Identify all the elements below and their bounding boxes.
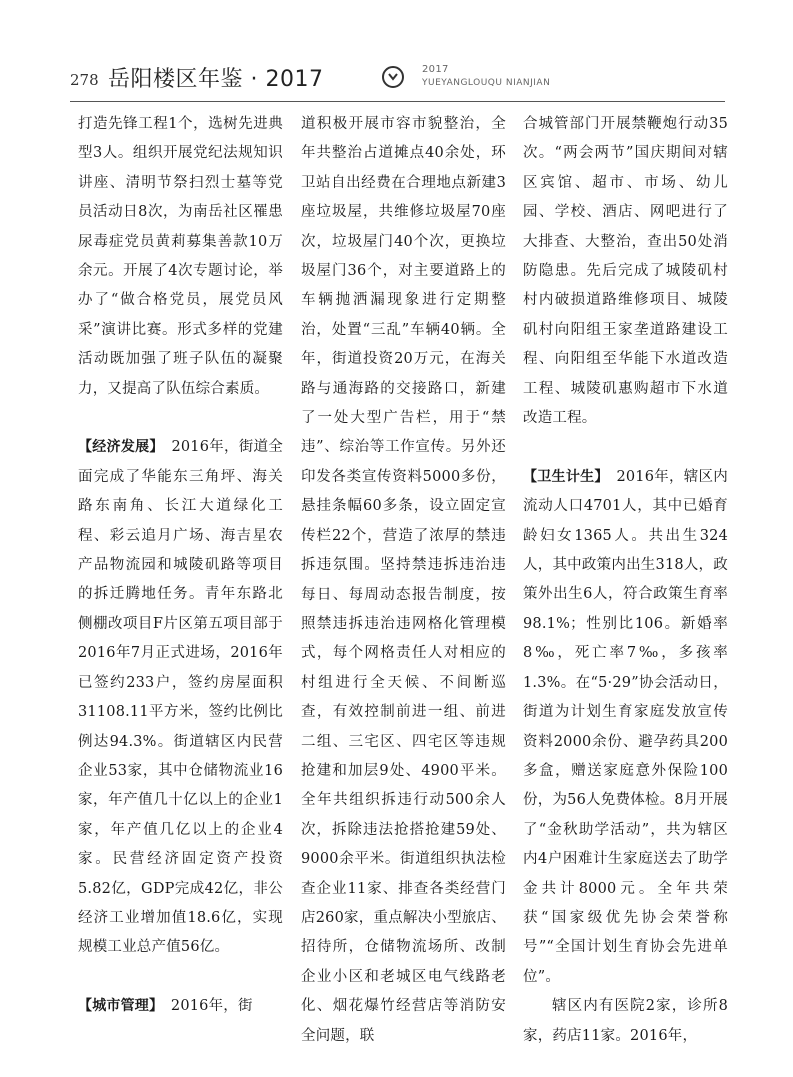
city-management-continued: 道积极开展市容市貌整治，全年共整治占道摊点40余处，环卫站自出经费在合理地点新建3座垃圾屋，共维修垃圾屋70座次，垃圾屋门40个次，更换垃圾屋门36个，对主要道路上的车辆抛洒漏现象进行定期整治，处置“三乱”车辆40辆。全年，街道投资20万元，在海关路与通海路的交接路口，新建了一处大型广告栏，用于“禁违”、综治等工作宣传。另外还印发各类宣传资料5000多份，悬挂条幅60多条，设立固定宣传栏22个，营造了浓厚的禁违拆违氛围。坚持禁违拆违治违每日、每周动态报告制度，按照禁违拆违治违网格化管理模式，每个网格责任人对相应的村组进行全天候、不间断巡查，有效控制前进一组、前进二组、三宅区、四宅区等违规抢建和加层9处、4900平米。全年共组织拆违行动500余人次，拆除违法抢搭抢建59处、9000余平米。街道组织执法检查企业11家、排查各类经营门店260家，重点解决小型旅店、招待所，仓储物流场所、改制企业小区和老城区电气线路老化、烟花爆竹经营店等消防安全问题，联	[301, 116, 506, 1044]
party-building-paragraph: 打造先锋工程1个，选树先进典型3人。组织开展党纪法规知识讲座、清明节祭扫烈士墓等党员活动日8次，为南岳社区罹患尿毒症党员黄莉募集善款10万余元。开展了4次专题讨论，举办了“做合格党员，展党员风采”演讲比赛。形式多样的党建活动既加强了班子队伍的凝聚力，又提高了队伍综合素质。	[78, 116, 283, 397]
text-column-2	[301, 110, 506, 1051]
page-header	[70, 58, 730, 98]
economy-section	[78, 433, 283, 962]
page-number: 278	[70, 71, 99, 89]
city-management-section	[78, 992, 283, 1021]
health-text: 2016年，辖区内流动人口4701人，其中已婚育龄妇女1365人。共出生324人，其中政策内出生318人，政策外出生6人，符合政策生育率98.1%；性别比106。新婚率8‰，死亡率7‰，多孩率1.3%。在“5·29”协会活动日，街道为计划生育家庭发放宣传资料2000余份、避孕药具200多盒，赠送家庭意外保险100份，为56人免费体检。8月开展了“金秋助学活动”，共为辖区内4户困难计生家庭送去了助学金共计8000元。全年共荣获“国家级优先协会荣誉称号”“全国计划生育协会先进单位”。	[523, 468, 729, 985]
section-heading-health: 【卫生计生】	[523, 468, 602, 485]
section-heading-economy: 【经济发展】	[78, 439, 157, 456]
text-column-3	[523, 110, 728, 1051]
header-pinyin: YUEYANGLOUQU NIANJIAN	[422, 78, 551, 88]
header-divider	[70, 101, 725, 102]
health-section	[523, 463, 728, 992]
text-column-1	[78, 110, 283, 1022]
book-title: 岳阳楼区年鉴 · 2017	[108, 67, 324, 92]
economy-text: 2016年，街道全面完成了华能东三角坪、海关路东南角、长江大道绿化工程、彩云追月广场、海吉星农产品物流园和城陵矶路等项目的拆迁腾地任务。青年东路北侧棚改项目F片区第五项目部于2016年7月正式进场，2016年已签约233户，签约房屋面积31108.11平方米，签约比例比例达94.3%。街道辖区内民营企业53家，其中仓储物流业16家，年产值几十亿以上的企业1家，年产值几亿以上的企业4家。民营经济固定资产投资5.82亿，GDP完成42亿，非公经济工业增加值18.6亿，实现规模工业总产值56亿。	[78, 439, 284, 956]
medical-facilities-paragraph: 辖区内有医院2家，诊所8家，药店11家。2016年，	[523, 998, 728, 1044]
section-heading-city-management: 【城市管理】	[78, 998, 157, 1015]
fire-safety-paragraph: 合城管部门开展禁鞭炮行动35次。“两会两节”国庆期间对辖区宾馆、超市、市场、幼儿园、学校、酒店、网吧进行了大排查、大整治，查出50处消防隐患。先后完成了城陵矶村村内破损道路维修项目、城陵矶村向阳组王家垄道路建设工程、向阳组至华能下水道改造工程、城陵矶惠购超市下水道改造工程。	[523, 116, 728, 427]
circle-chevron-down-icon	[382, 66, 404, 88]
city-management-text: 2016年，街	[170, 998, 253, 1015]
header-year: 2017	[422, 64, 449, 75]
